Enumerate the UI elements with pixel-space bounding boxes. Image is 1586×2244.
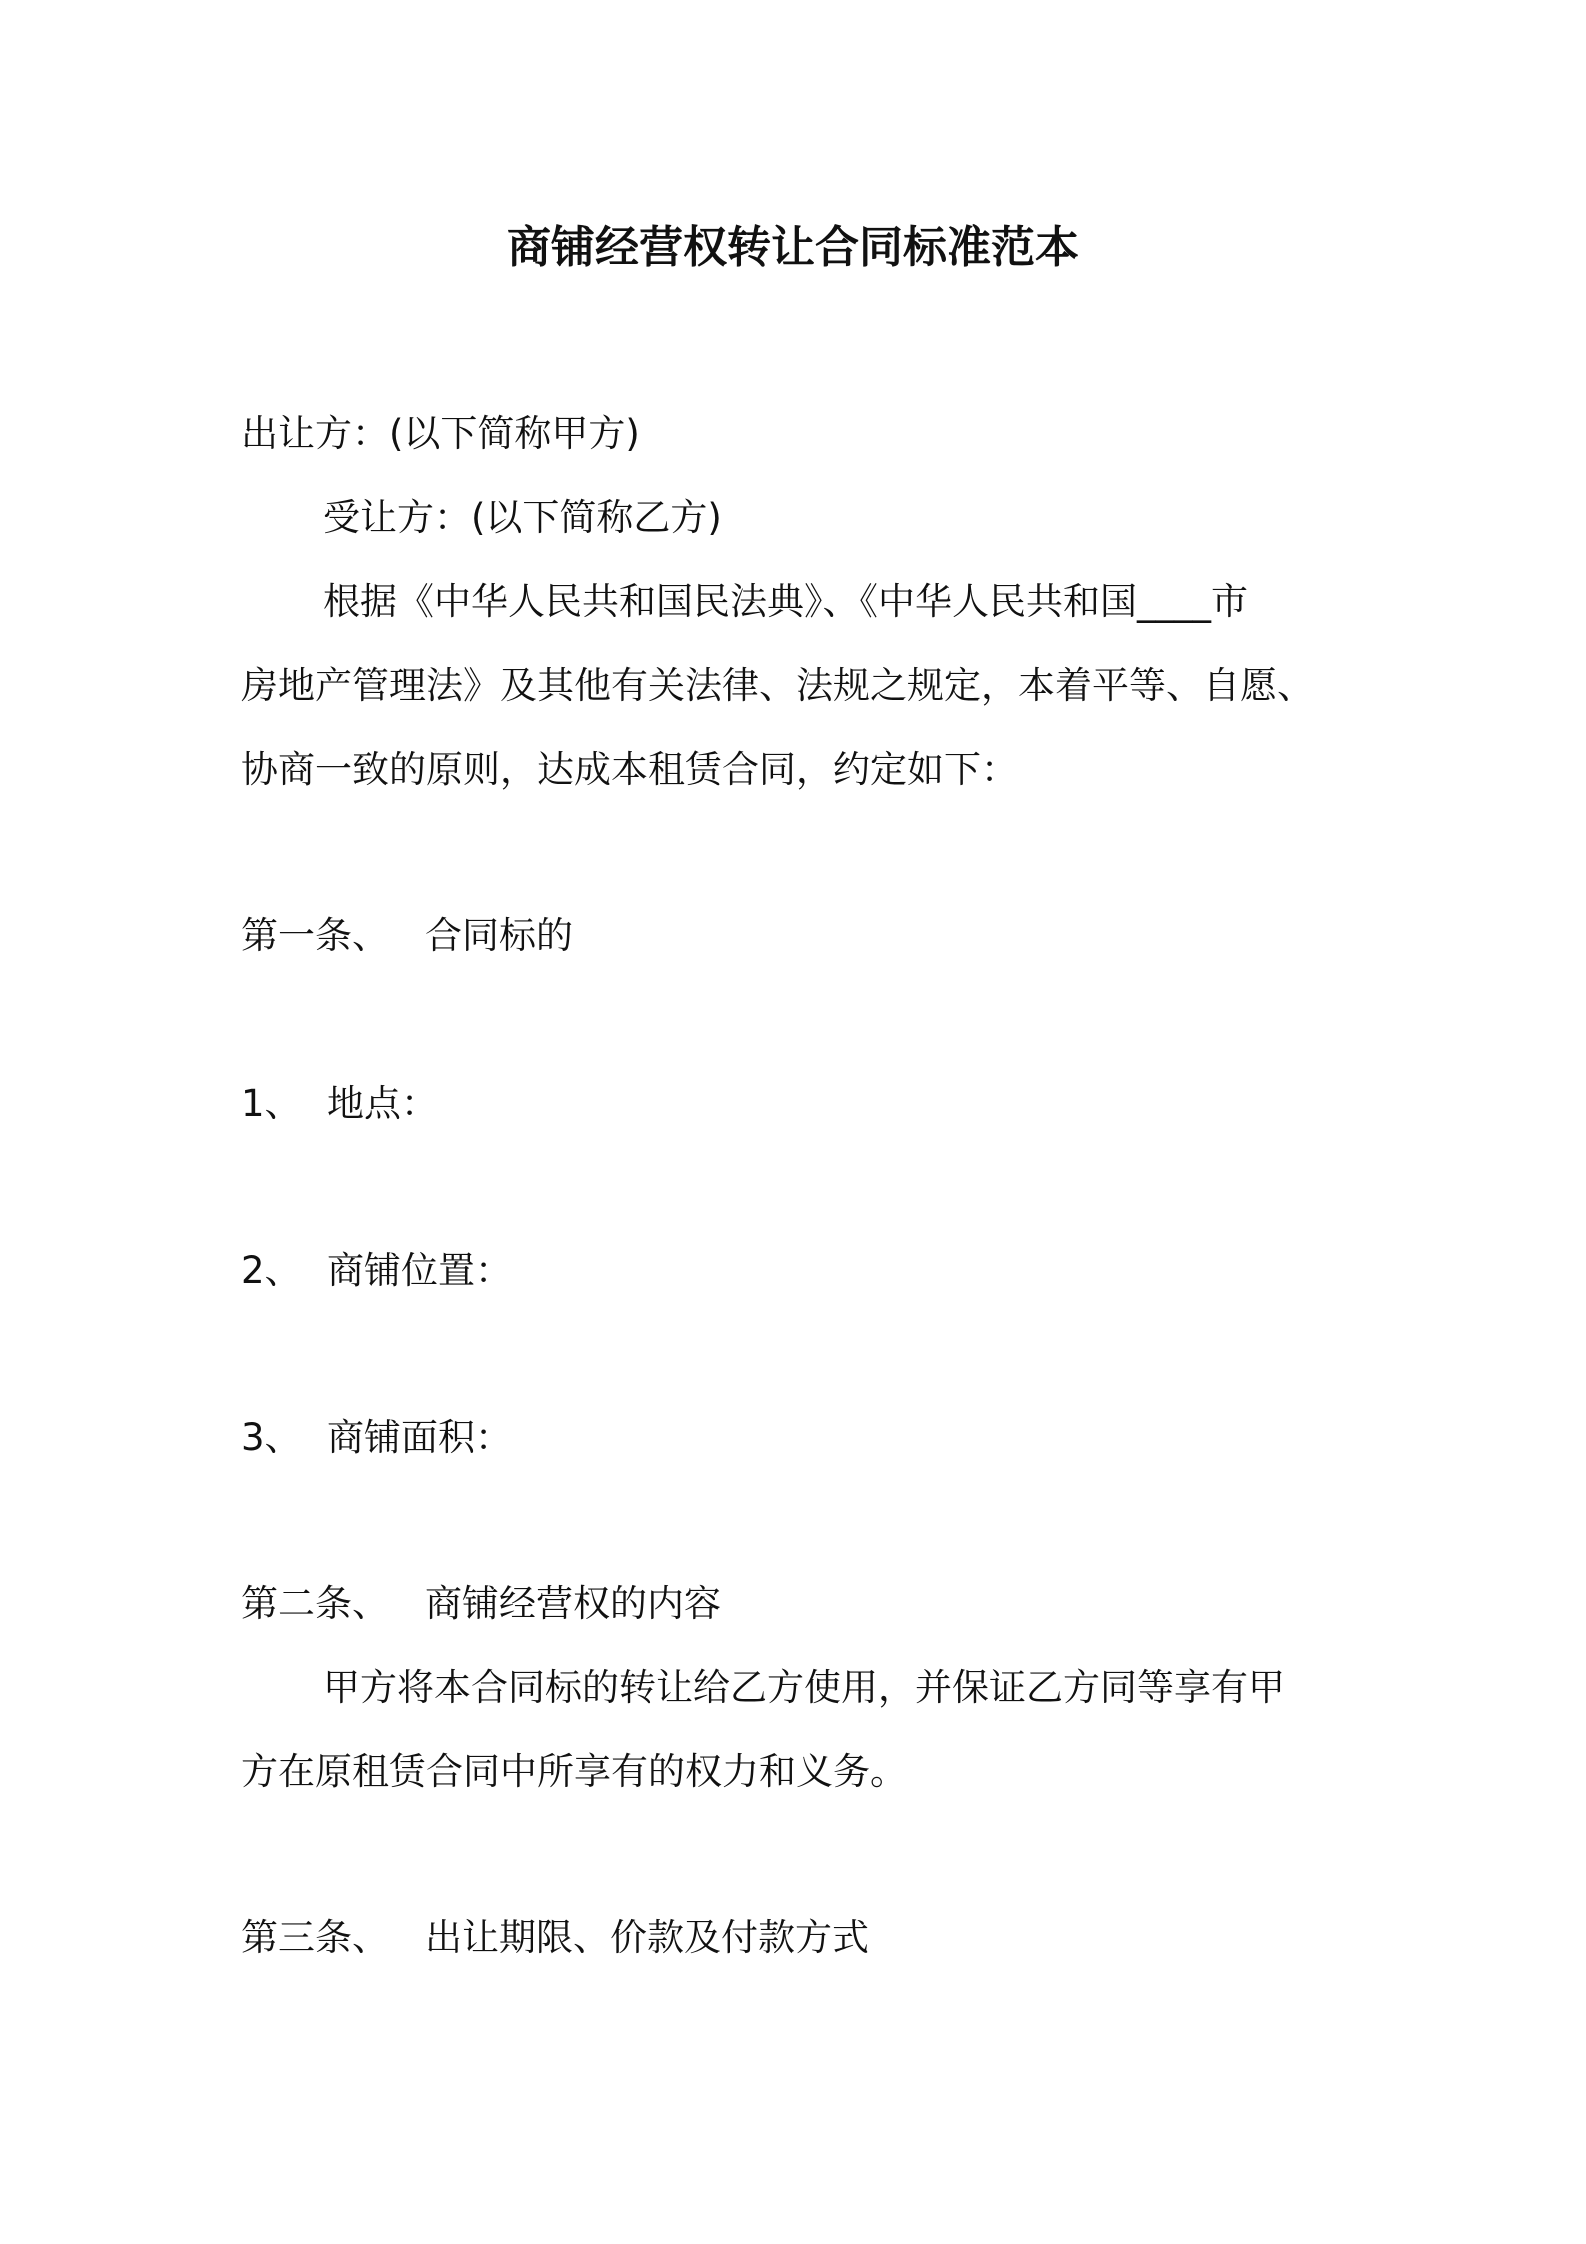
item-label: 地点： [327, 1082, 438, 1125]
preamble-line-1: 根据《中华人民共和国民法典》、《中华人民共和国____市 [323, 580, 1248, 623]
article-3-heading [241, 1912, 869, 1964]
item-number: 2、 [241, 1249, 302, 1292]
article-1-heading [241, 910, 573, 962]
article-1-item-1 [241, 1078, 438, 1130]
item-number: 3、 [241, 1416, 302, 1459]
article-1-item-2 [241, 1245, 512, 1297]
article-1-item-3 [241, 1412, 512, 1464]
article-1-title: 合同标的 [425, 914, 573, 957]
article-3-title: 出让期限、价款及付款方式 [425, 1916, 869, 1959]
article-2-title: 商铺经营权的内容 [425, 1582, 721, 1625]
article-2-number: 第二条、 [241, 1582, 389, 1625]
item-number: 1、 [241, 1082, 302, 1125]
party-b-line: 受让方：(以下简称乙方) [323, 496, 722, 539]
preamble-line-2: 房地产管理法》及其他有关法律、法规之规定，本着平等、自愿、 [241, 664, 1314, 707]
article-2-heading [241, 1578, 721, 1630]
preamble-line-3: 协商一致的原则，达成本租赁合同，约定如下： [241, 748, 1018, 791]
item-label: 商铺位置： [327, 1249, 512, 1292]
article-2-body-line-2: 方在原租赁合同中所享有的权力和义务。 [241, 1750, 907, 1793]
document-title: 商铺经营权转让合同标准范本 [507, 222, 1079, 273]
item-label: 商铺面积： [327, 1416, 512, 1459]
party-a-line: 出让方：(以下简称甲方) [241, 412, 640, 455]
article-3-number: 第三条、 [241, 1916, 389, 1959]
article-2-body-line-1: 甲方将本合同标的转让给乙方使用，并保证乙方同等享有甲 [323, 1666, 1285, 1709]
article-1-number: 第一条、 [241, 914, 389, 957]
